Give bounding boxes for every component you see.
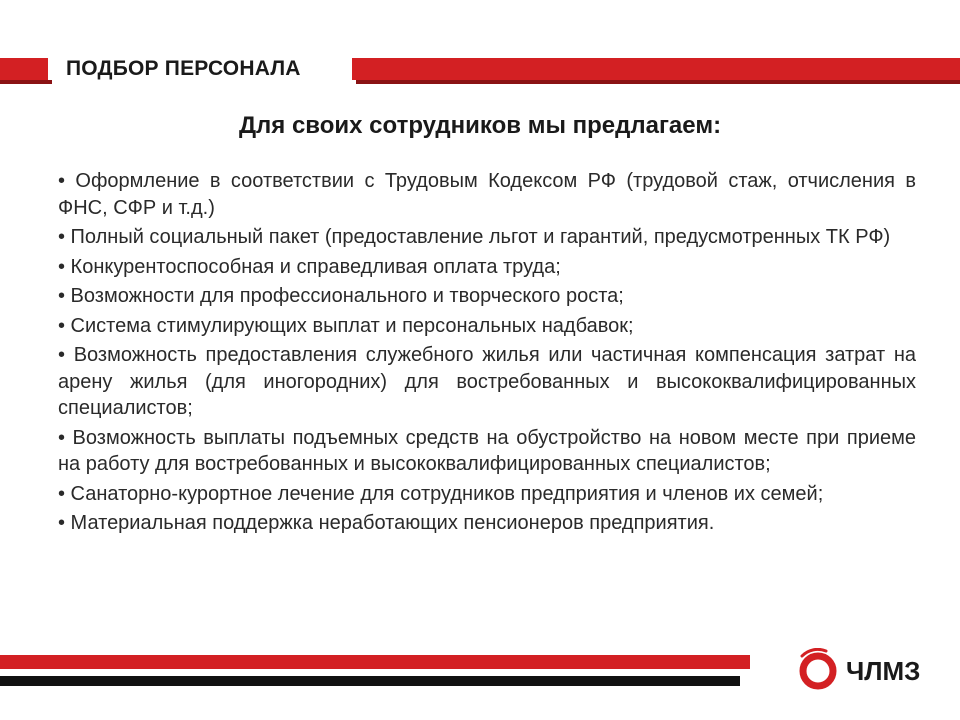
list-item: • Полный социальный пакет (предоставление льгот и гарантий, предусмотренных ТК РФ) — [58, 226, 891, 248]
footer-bar-red — [0, 655, 750, 669]
red-ring-logo-icon — [796, 648, 840, 692]
list-item: • Санаторно-курортное лечение для сотрудников предприятия и членов их семей; — [58, 482, 824, 505]
header-bar-left-shadow — [0, 80, 52, 84]
list-item: • Возможности для профессионального и творческого роста; — [58, 285, 624, 307]
logo-text: ЧЛМЗ — [846, 656, 921, 686]
list-item: • Возможность предоставления служебного жилья или частичная компенсация затрат на арену жилья (для иногородних) для востребованных и высококвалифицированных специалистов; — [58, 344, 916, 419]
footer-bar-black — [0, 676, 740, 686]
list-item: • Система стимулирующих выплат и персональных надбавок; — [58, 314, 634, 337]
header-bar-right-shadow — [356, 80, 960, 84]
list-item: • Оформление в соответствии с Трудовым Кодексом РФ (трудовой стаж, отчисления в ФНС, СФР и т.д.) — [58, 170, 916, 219]
subtitle: Для своих сотрудников мы предлагаем: — [238, 112, 722, 139]
benefits-list — [58, 168, 916, 540]
header-bar-left — [0, 58, 48, 80]
list-item: • Возможность выплаты подъемных средств на обустройство на новом месте при приеме на работу для востребованных и высококвалифицированных специалистов; — [58, 426, 916, 475]
page-title: ПОДБОР ПЕРСОНАЛА — [66, 57, 301, 80]
header-bar-right — [352, 58, 960, 80]
list-item: • Материальная поддержка неработающих пенсионеров предприятия. — [58, 512, 715, 534]
list-item: • Конкурентоспособная и справедливая оплата труда; — [58, 255, 561, 278]
